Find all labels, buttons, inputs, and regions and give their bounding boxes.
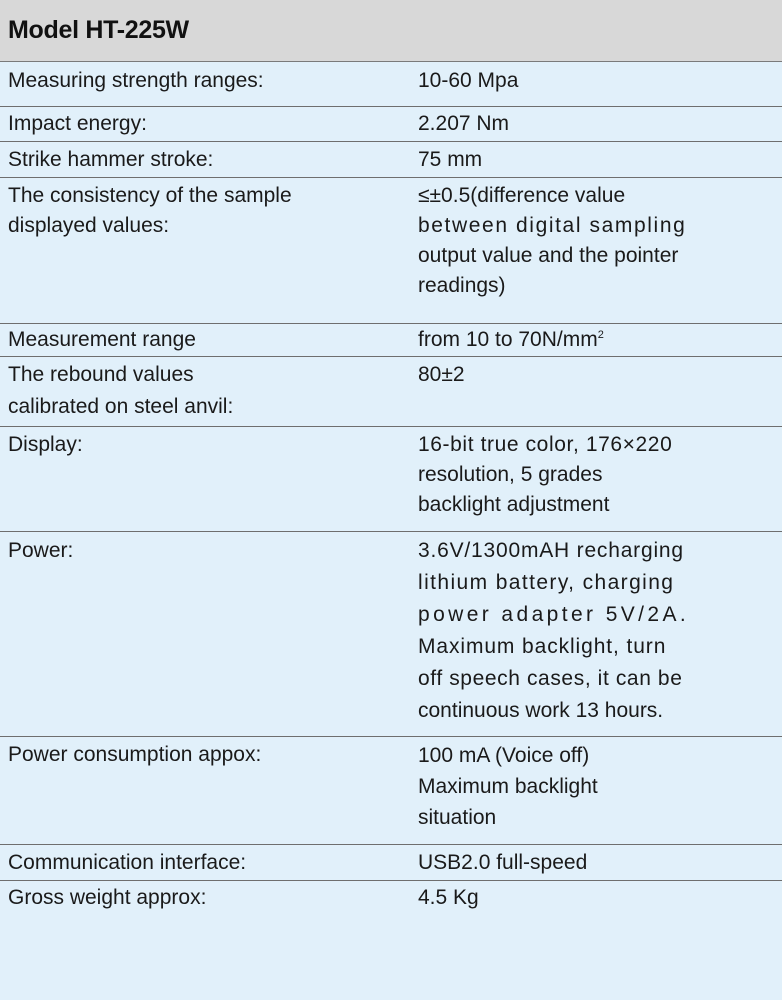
spec-value-line: off speech cases, it can be <box>418 667 683 690</box>
spec-label <box>0 357 408 426</box>
spec-row-hammer-stroke <box>0 142 782 178</box>
spec-label-line: Power consumption appox: <box>8 743 262 766</box>
spec-value-line: 3.6V/1300mAH recharging <box>418 539 684 562</box>
spec-label-line: Communication interface: <box>8 851 247 874</box>
spec-value-line: power adapter 5V/2A. <box>418 603 690 626</box>
spec-label <box>0 845 408 880</box>
spec-value-line: output value and the pointer <box>418 244 679 267</box>
spec-label <box>0 107 408 141</box>
spec-label-line: The rebound values <box>8 363 194 386</box>
spec-value <box>408 324 782 356</box>
spec-label-line: Impact energy: <box>8 112 147 135</box>
spec-row-gross-weight <box>0 881 782 921</box>
spec-value-line: 10-60 Mpa <box>418 69 519 92</box>
spec-label-line: Strike hammer stroke: <box>8 148 214 171</box>
spec-row-impact-energy <box>0 107 782 142</box>
spec-value-line: continuous work 13 hours. <box>418 699 664 722</box>
spec-label <box>0 142 408 177</box>
spec-value <box>408 142 782 177</box>
spec-row-consistency <box>0 178 782 324</box>
spec-value-line: lithium battery, charging <box>418 571 675 594</box>
spec-value <box>408 62 782 106</box>
spec-value-line: 75 mm <box>418 148 483 171</box>
spec-value-line: ≤±0.5(difference value <box>418 184 626 207</box>
spec-row-measurement-range <box>0 324 782 357</box>
spec-value <box>408 178 782 323</box>
spec-value <box>408 427 782 531</box>
spec-label-line: Measurement range <box>8 328 196 351</box>
spec-row-power-consumption <box>0 737 782 845</box>
spec-value-line: between digital sampling <box>418 214 687 237</box>
spec-value <box>408 881 782 921</box>
spec-value-line: Maximum backlight <box>418 775 598 798</box>
spec-label-line: Measuring strength ranges: <box>8 69 264 92</box>
spec-value-line: 100 mA (Voice off) <box>418 744 590 767</box>
spec-label <box>0 881 408 921</box>
spec-label-line: calibrated on steel anvil: <box>8 395 234 418</box>
spec-value-line: Maximum backlight, turn <box>418 635 667 658</box>
spec-value-line <box>418 325 772 355</box>
spec-value-line: USB2.0 full-speed <box>418 851 588 874</box>
spec-value-text: from 10 to 70N/mm <box>418 328 598 351</box>
spec-label-line: Gross weight approx: <box>8 886 207 909</box>
spec-label-line: Power: <box>8 539 74 562</box>
spec-value-line: situation <box>418 806 497 829</box>
spec-value-line: 4.5 Kg <box>418 886 479 909</box>
spec-label <box>0 532 408 736</box>
spec-value-line: 16-bit true color, 176×220 <box>418 433 673 456</box>
spec-value-line: 80±2 <box>418 363 465 386</box>
spec-label-line: Display: <box>8 433 83 456</box>
spec-table <box>0 62 782 921</box>
spec-label <box>0 178 408 323</box>
spec-value <box>408 532 782 736</box>
model-title: Model HT-225W <box>8 16 189 44</box>
spec-value-line: resolution, 5 grades <box>418 463 603 486</box>
spec-label-line: displayed values: <box>8 214 170 237</box>
spec-label-line: The consistency of the sample <box>8 184 292 207</box>
spec-label <box>0 737 408 844</box>
spec-row-power <box>0 532 782 737</box>
spec-row-display <box>0 427 782 532</box>
spec-value-line: backlight adjustment <box>418 493 610 516</box>
spec-header <box>0 0 782 62</box>
spec-label <box>0 427 408 531</box>
superscript-exponent: 2 <box>597 329 604 341</box>
spec-value <box>408 737 782 844</box>
spec-value-line: readings) <box>418 274 506 297</box>
spec-row-measuring-strength <box>0 62 782 107</box>
spec-value <box>408 107 782 141</box>
spec-row-communication <box>0 845 782 881</box>
spec-label <box>0 62 408 106</box>
spec-value <box>408 357 782 426</box>
spec-value <box>408 845 782 880</box>
spec-row-rebound-values <box>0 357 782 427</box>
spec-label <box>0 324 408 356</box>
spec-value-line: 2.207 Nm <box>418 112 510 135</box>
